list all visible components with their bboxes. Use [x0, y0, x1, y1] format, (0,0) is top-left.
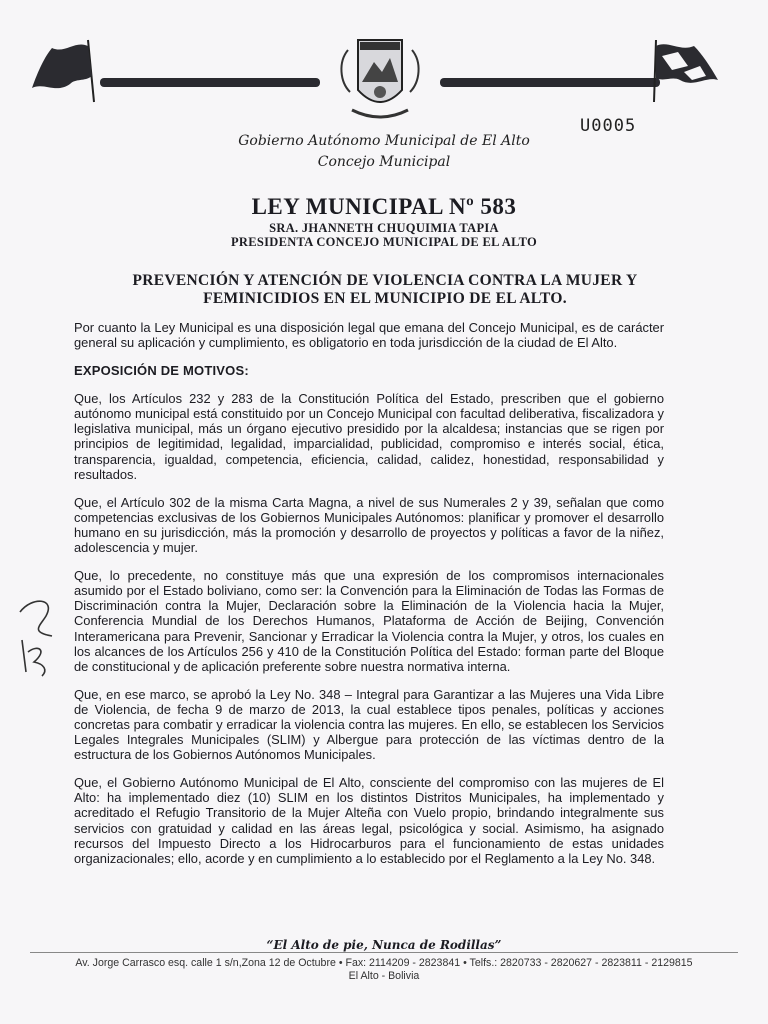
document-number: U0005: [580, 116, 637, 136]
letterhead: [0, 28, 768, 178]
law-title: LEY MUNICIPAL Nº 583: [251, 194, 517, 219]
council-name: Concejo Municipal: [317, 154, 451, 170]
footer-city: El Alto - Bolivia: [348, 970, 420, 982]
paragraph-5: Que, el Gobierno Autónomo Municipal de El Alto, consciente del compromiso con las mujeres de El Alto: ha implementado diez (10) SLIM en los distintos Distritos Municipales, ha implementado y acreditado el Refugio Transitorio de la Mujer Alteña con Vuelo propio, brindando integralmente sus servicios con gratuidad y calidad en las áreas legal, psicológica y social. Asimismo, ha asignado recursos del Impuesto Directo a los Hidrocarburos para el funcionamiento de estas unidades organizacionales; ello, acorde y en cumplimiento a lo establecido por el Reglamento a la Ley No. 348.: [74, 775, 664, 866]
president-name: SRA. JHANNETH CHUQUIMIA TAPIA: [269, 221, 499, 235]
footer-divider: [30, 952, 738, 953]
intro-paragraph: Por cuanto la Ley Municipal es una disposición legal que emana del Concejo Municipal, es de carácter general su aplicación y cumplimiento, es obligatorio en toda jurisdicción de la ciudad de El Alto.: [74, 320, 664, 351]
document-body: [74, 320, 664, 879]
header-rule-left: [100, 78, 320, 87]
president-role: PRESIDENTA CONCEJO MUNICIPAL DE EL ALTO: [230, 235, 538, 249]
margin-initials-icon: [12, 592, 62, 682]
paragraph-3: Que, lo precedente, no constituye más que una expresión de los compromisos internacionales asumido por el Estado boliviano, como ser: la Convención para la Eliminación de Todas las Formas de Discriminación contra la Mujer, Declaración sobre la Eliminación de la Violencia hacia la Mujer, Conferencia Mundial de los Derechos Humanos, Plataforma de Acción de Beijing, Convención Interamericana para Prevenir, Sancionar y Erradicar la Violencia contra la Mujer, y otros, los cuales en los alcances de los Artículos 256 y 410 de la Constitución Política del Estado: forman parte del Bloque de constitucional y de aplicación preferente sobre nuestra normativa interna.: [74, 568, 664, 674]
law-topic: PREVENCIÓN Y ATENCIÓN DE VIOLENCIA CONTRA LA MUJER Y FEMINICIDIOS EN EL MUNICIPIO DE EL ALTO.: [132, 272, 638, 307]
footer-address: Av. Jorge Carrasco esq. calle 1 s/n,Zona 12 de Octubre • Fax: 2114209 - 2823841 • Telfs.: 2820733 - 2820627 - 2823811 - 2129815: [75, 957, 693, 969]
paragraph-1: Que, los Artículos 232 y 283 de la Constitución Política del Estado, prescriben que el gobierno autónomo municipal está constituido por un Concejo Municipal con facultad deliberativa, fiscalizadora y legislativa municipal, más un órgano ejecutivo presidido por la alcaldesa; instancias que se rigen por principios de legitimidad, legalidad, imparcialidad, publicidad, compromiso e interés social, ética, transparencia, igualdad, competencia, eficiencia, calidad, calidez, honestidad, responsabilidad y resultados.: [74, 391, 664, 482]
header-rule-right: [440, 78, 660, 87]
flag-left-icon: [30, 36, 100, 106]
government-name: Gobierno Autónomo Municipal de El Alto: [238, 133, 530, 149]
flag-right-icon: [648, 36, 720, 106]
paragraph-4: Que, en ese marco, se aprobó la Ley No. 348 – Integral para Garantizar a las Mujeres una Vida Libre de Violencia, de fecha 9 de marzo de 2013, la cual establece tipos penales, políticas y acciones concretas para combatir y erradicar la violencia contra las mujeres. En ello, se establecen los Servicios Legales Integrales Municipales (SLIM) y Albergue para protección de las víctimas dentro de la estructura de los Gobiernos Autónomos Municipales.: [74, 686, 664, 763]
municipal-seal-icon: [330, 32, 430, 127]
paragraph-2: Que, el Artículo 302 de la misma Carta Magna, a nivel de sus Numerales 2 y 39, señalan que como competencias exclusivas de los Gobiernos Municipales Autónomos: planificar y promover el desarrollo humano en su jurisdicción, más la promoción y desarrollo de proyectos y políticas a favor de la niñez, adolescencia y mujer.: [74, 494, 664, 556]
footer-motto: “El Alto de pie, Nunca de Rodillas”: [266, 938, 502, 952]
section-heading: EXPOSICIÓN DE MOTIVOS:: [74, 363, 249, 379]
